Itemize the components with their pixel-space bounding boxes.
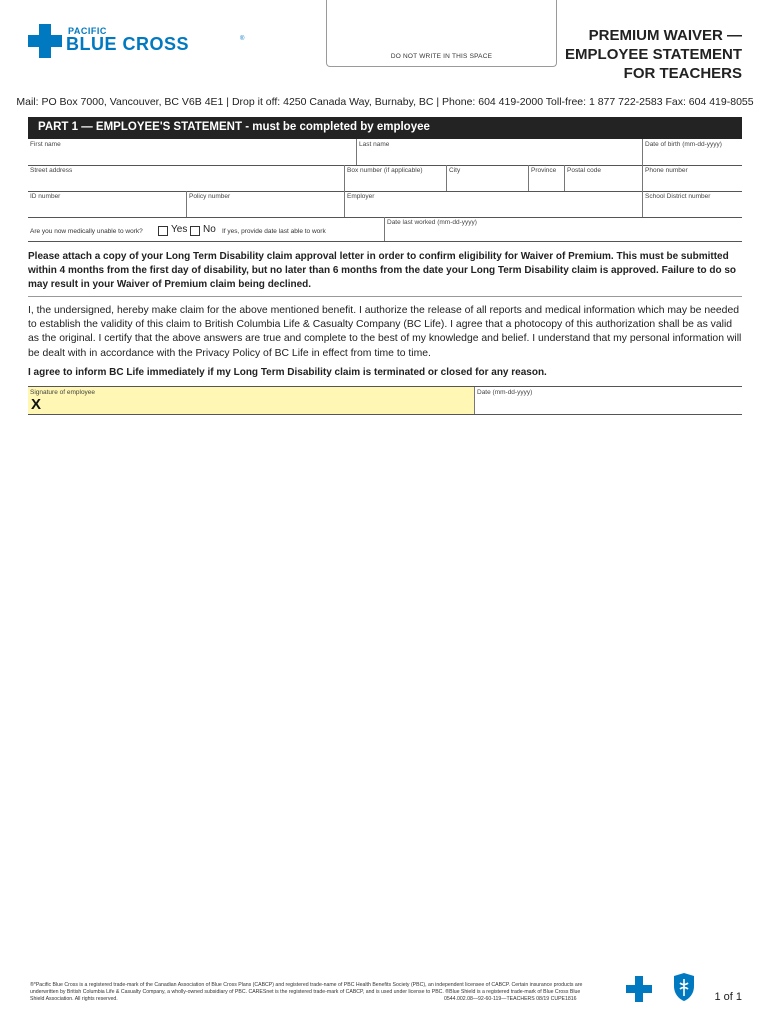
box-number-label: Box number (if applicable) bbox=[347, 167, 423, 174]
form-code: 0544.002.08—92-60-119—TEACHERS 08/19 CUPE1816 bbox=[444, 996, 577, 1002]
box-number-field[interactable] bbox=[344, 165, 447, 191]
province-label: Province bbox=[531, 167, 557, 174]
signature-x-mark: X bbox=[31, 396, 42, 413]
signature-label: Signature of employee bbox=[30, 389, 96, 396]
do-not-write-label: DO NOT WRITE IN THIS SPACE bbox=[390, 53, 493, 60]
logo-pacific-text: PACIFIC bbox=[68, 26, 107, 36]
postal-code-field[interactable] bbox=[564, 165, 643, 191]
row-name bbox=[28, 139, 742, 166]
date-last-worked-label: Date last worked (mm-dd-yyyy) bbox=[387, 219, 477, 226]
row-address bbox=[28, 165, 742, 192]
row-ids bbox=[28, 191, 742, 218]
street-address-field[interactable] bbox=[28, 165, 344, 191]
legal-footer: ®*Pacific Blue Cross is a registered trade-mark of the Canadian Association of Blue Cross Plans (CABCP) and registered trade-name of PBC Health Benefits Society (PBC), an independent licensee of CABCP. Certain insurance products are underwritten by British Columbia Life & Casualty Company, a wholly-owned subsidiary of PBC. CARESnet is the registered trade-mark of CABCP, and is used under license to PBC. ®Blue Shield is a registered trade-mark of Blue Cross Blue Shield Association. All rights reserved. bbox=[30, 982, 583, 1003]
province-field[interactable] bbox=[528, 165, 565, 191]
contact-info: Mail: PO Box 7000, Vancouver, BC V6B 4E1 | Drop it off: 4250 Canada Way, Burnaby, BC | Phone: 604 419-2000 Toll-free: 1 877 722-2583 Fax: 604 419-8055 bbox=[16, 96, 754, 108]
id-number-label: ID number bbox=[30, 193, 61, 200]
blue-shield-icon bbox=[672, 972, 696, 1002]
attachment-notice: Please attach a copy of your Long Term Disability claim approval letter in order to confirm eligibility for Waiver of Premium. This must be submitted within 4 months from the first day of disability, but no later than 6 months from the date your Long Term Disability claim is approved. Failure to do so may result in your Waiver of Premium claim being declined. bbox=[28, 251, 737, 290]
logo-bluecross-text: BLUE CROSS bbox=[66, 34, 190, 54]
yes-label: Yes bbox=[171, 224, 188, 235]
policy-number-field[interactable] bbox=[186, 191, 345, 217]
dob-label: Date of birth (mm-dd-yyyy) bbox=[645, 141, 722, 148]
medical-question-label: Are you now medically unable to work? bbox=[30, 228, 143, 235]
signature-field[interactable] bbox=[28, 387, 475, 414]
last-name-field[interactable] bbox=[356, 139, 643, 165]
employer-field[interactable] bbox=[344, 191, 643, 217]
signature-date-label: Date (mm-dd-yyyy) bbox=[477, 389, 533, 396]
no-label: No bbox=[203, 224, 216, 235]
id-number-field[interactable] bbox=[28, 191, 186, 217]
last-name-label: Last name bbox=[359, 141, 390, 148]
part1-heading: PART 1 — EMPLOYEE'S STATEMENT - must be completed by employee bbox=[38, 121, 430, 133]
phone-field[interactable] bbox=[642, 165, 743, 191]
blue-cross-footer-icon bbox=[626, 976, 652, 1002]
blue-cross-icon bbox=[28, 24, 62, 58]
street-address-label: Street address bbox=[30, 167, 73, 174]
city-field[interactable] bbox=[446, 165, 529, 191]
agree-statement: I agree to inform BC Life immediately if my Long Term Disability claim is terminated or closed for any reason. bbox=[28, 367, 547, 378]
form-title-line2: EMPLOYEE STATEMENT bbox=[565, 46, 742, 63]
form-title bbox=[565, 26, 742, 83]
pacific-blue-cross-logo bbox=[28, 24, 258, 64]
first-name-field[interactable] bbox=[28, 139, 356, 165]
phone-label: Phone number bbox=[645, 167, 688, 174]
separator bbox=[28, 296, 742, 297]
yes-checkbox[interactable] bbox=[158, 226, 168, 236]
date-last-worked-field[interactable] bbox=[384, 217, 743, 241]
authorization-paragraph: I, the undersigned, hereby make claim for the above mentioned benefit. I authorize the release of all reports and medical information which may be needed to establish the validity of this claim to British Columbia Life & Casualty Company (BC Life). I agree that a photocopy of this authorization shall be as valid as the original. I certify that the above answers are true and complete to the best of my knowledge and belief. I understand that my personal information will be dealt with in accordance with the Privacy Policy of BC Life in effect from time to time. bbox=[28, 305, 742, 359]
signature-date-field[interactable] bbox=[475, 387, 742, 414]
dob-field[interactable] bbox=[642, 139, 743, 165]
policy-number-label: Policy number bbox=[189, 193, 231, 200]
office-use-box bbox=[326, 0, 557, 67]
postal-code-label: Postal code bbox=[567, 167, 601, 174]
part1-header bbox=[28, 117, 742, 139]
page-number: 1 of 1 bbox=[714, 991, 742, 1003]
first-name-label: First name bbox=[30, 141, 61, 148]
form-title-line1: PREMIUM WAIVER — bbox=[588, 27, 742, 44]
if-yes-label: If yes, provide date last able to work bbox=[222, 228, 326, 235]
no-checkbox[interactable] bbox=[190, 226, 200, 236]
row-medical-question bbox=[28, 217, 742, 242]
school-district-label: School District number bbox=[645, 193, 711, 200]
employer-label: Employer bbox=[347, 193, 375, 200]
school-district-field[interactable] bbox=[642, 191, 743, 217]
logo-registered-mark: ® bbox=[240, 36, 245, 42]
city-label: City bbox=[449, 167, 461, 174]
form-title-line3: FOR TEACHERS bbox=[623, 65, 742, 82]
signature-row bbox=[28, 386, 742, 415]
